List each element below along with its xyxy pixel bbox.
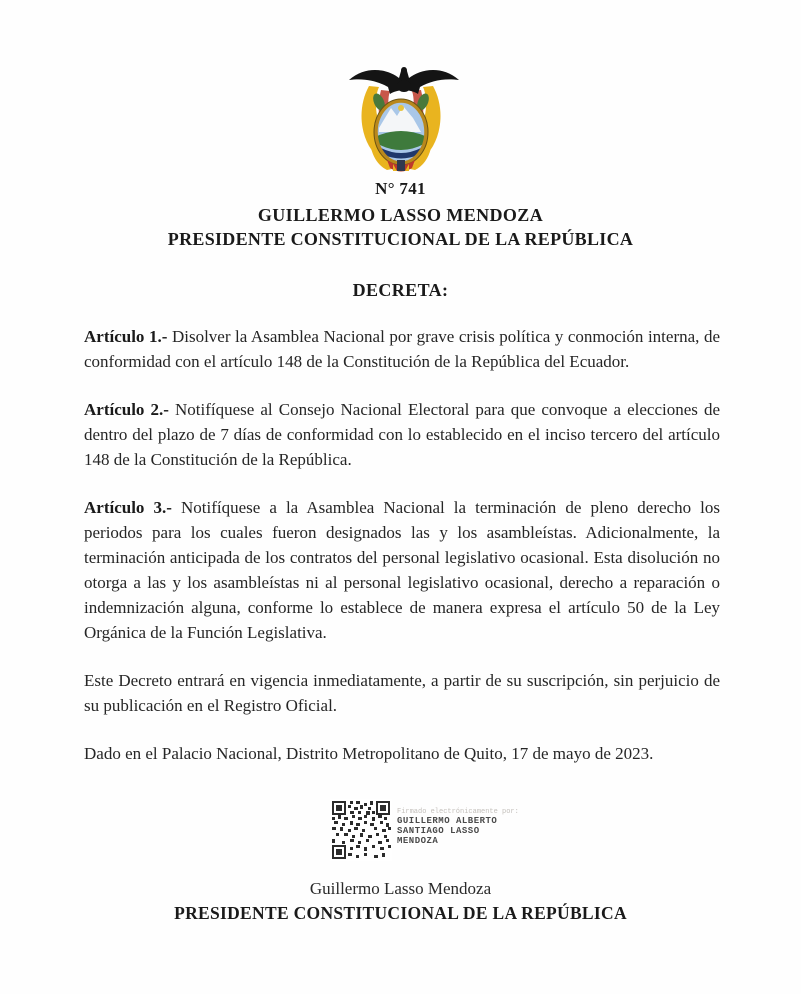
document-header xyxy=(0,179,801,250)
decree-number: N° 741 xyxy=(375,179,426,198)
decree-heading: DECRETA: xyxy=(352,280,449,300)
ecuador-coat-of-arms xyxy=(341,56,461,174)
signer-name: Guillermo Lasso Mendoza xyxy=(309,879,492,898)
effective-date-paragraph: Este Decreto entrará en vigencia inmediatamente, a partir de su suscripción, sin perjuicio de su publicación en el Registro Oficial. xyxy=(84,671,720,715)
qr-code-icon xyxy=(330,799,392,861)
signer-title: PRESIDENTE CONSTITUCIONAL DE LA REPÚBLICA xyxy=(174,903,627,923)
author-name: GUILLERMO LASSO MENDOZA xyxy=(257,205,544,225)
article-2-text: Notifíquese al Consejo Nacional Electoral para que convoque a elecciones de dentro del plazo de 7 días de conformidad con lo establecido en el inciso tercero del artículo 148 de la Constitución de la República. xyxy=(84,400,721,469)
article-1-label: Artículo 1.- xyxy=(84,327,168,346)
article-2-label: Artículo 2.- xyxy=(84,400,169,419)
article-3-label: Artículo 3.- xyxy=(84,498,172,517)
article-3-paragraph xyxy=(84,495,720,645)
electronic-signature-stamp xyxy=(330,799,519,861)
document-body xyxy=(84,324,720,766)
coat-of-arms-icon xyxy=(341,56,461,174)
article-1-paragraph xyxy=(84,324,720,374)
article-1-text: Disolver la Asamblea Nacional por grave crisis política y conmoción interna, de conformidad con el artículo 148 de la Constitución de la República del Ecuador. xyxy=(84,327,721,371)
stamp-name-line-3: MENDOZA xyxy=(397,836,439,846)
author-title: PRESIDENTE CONSTITUCIONAL DE LA REPÚBLICA xyxy=(167,229,634,249)
article-2-paragraph xyxy=(84,397,720,472)
signature-block xyxy=(0,879,801,924)
stamp-text-block xyxy=(397,799,519,846)
article-3-text: Notifíquese a la Asamblea Nacional la terminación de pleno derecho los periodos para los cuales fueron designados las y los asambleístas. Adicionalmente, la terminación anticipada de los contratos del personal legislativo ocasional. Esta disolución no otorga a las y los asambleístas ni al personal legislativo ocasional, derecho a reparación o indemnización alguna, conforme lo establece de manera expresa el artículo 50 de la Ley Orgánica de la Función Legislativa. xyxy=(84,498,721,642)
stamp-name-line-2: SANTIAGO LASSO xyxy=(397,826,480,836)
issued-at-paragraph: Dado en el Palacio Nacional, Distrito Metropolitano de Quito, 17 de mayo de 2023. xyxy=(84,744,654,763)
stamp-name-line-1: GUILLERMO ALBERTO xyxy=(397,816,498,826)
stamp-label: Firmado electrónicamente por: xyxy=(397,808,519,816)
